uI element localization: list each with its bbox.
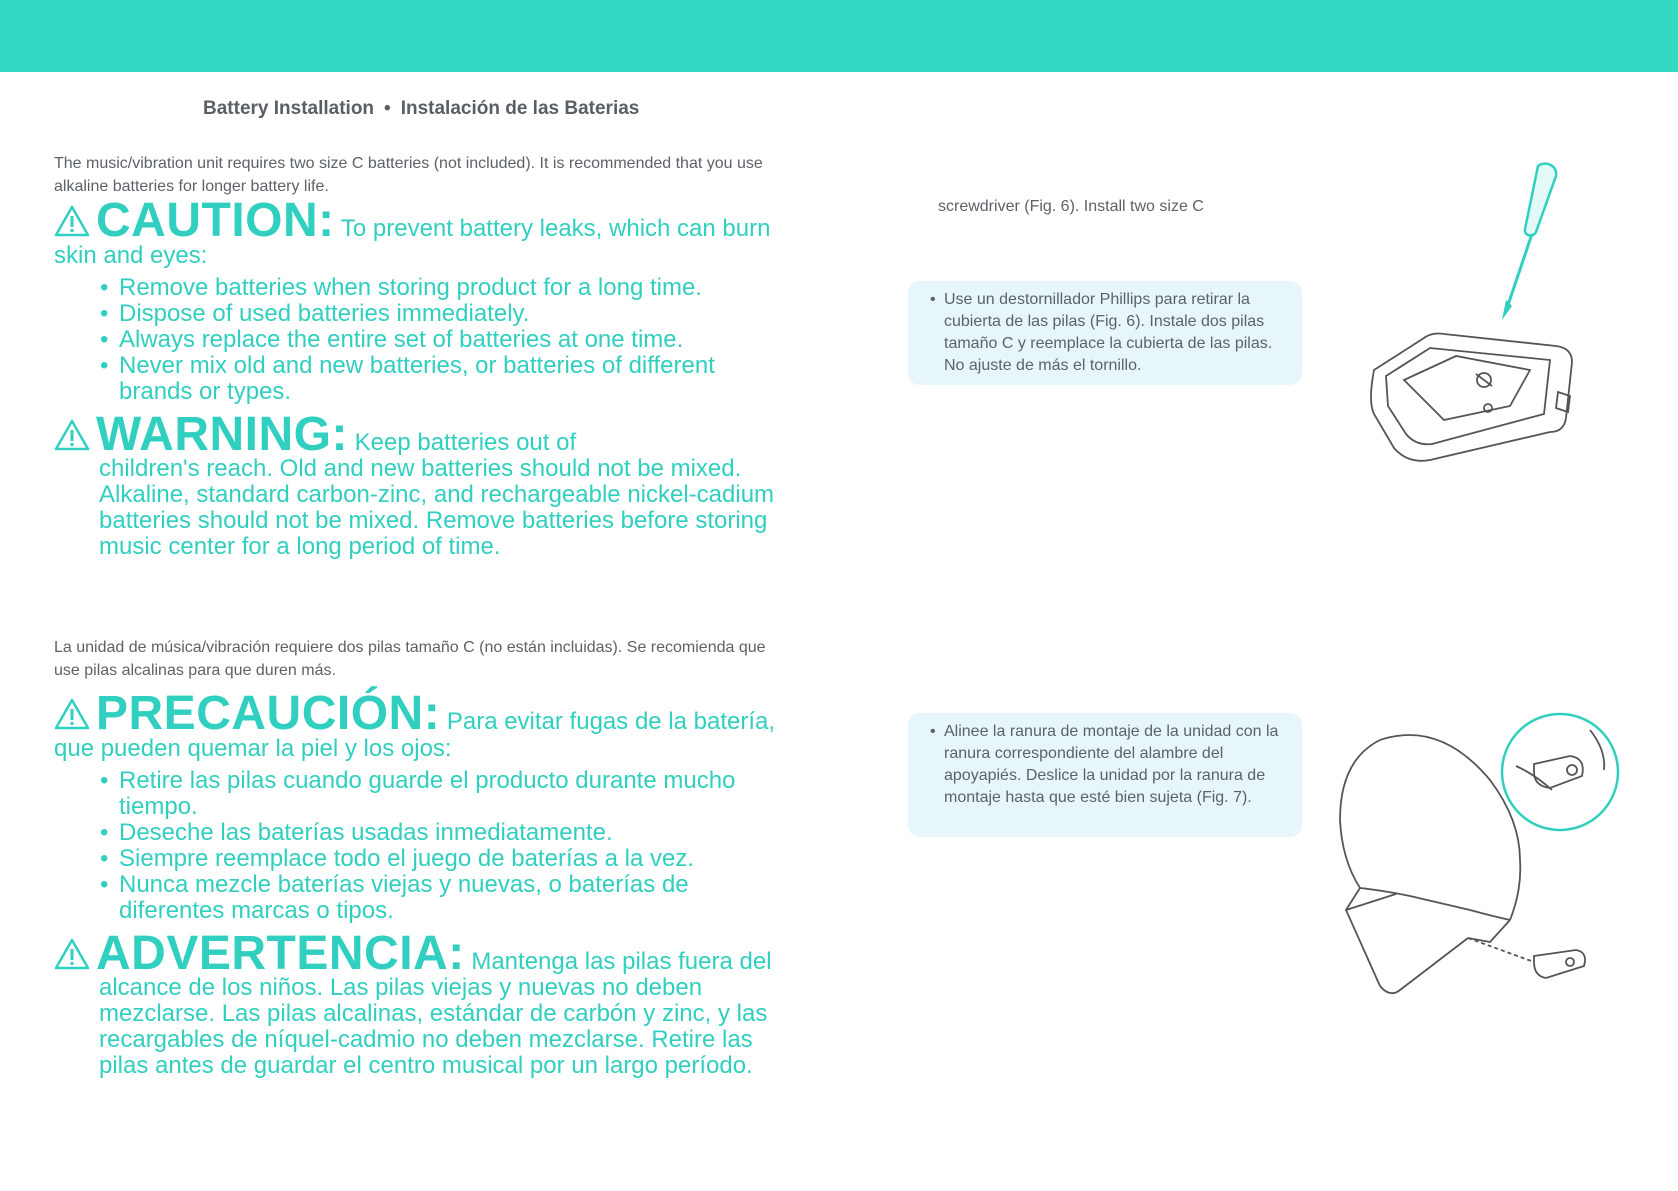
battery-unit-icon: [1371, 334, 1572, 461]
precaucion-item: • Retire las pilas cuando guarde el producto durante mucho tiempo.: [100, 768, 794, 820]
advertencia-lead: Mantenga las pilas fuera del: [464, 948, 772, 975]
warning-triangle-icon: [54, 204, 90, 238]
warning-body: children's reach. Old and new batteries should not be mixed. Alkaline, standard carbon-zinc, and rechargeable nickel-cadium batteries should not be mixed. Remove batteries before storing music center for a long period of time.: [99, 455, 775, 560]
caution-label: CAUTION:: [96, 194, 335, 247]
caution-list: [54, 275, 794, 405]
intro-spanish: La unidad de música/vibración requiere dos pilas tamaño C (no están incluidas). Se recomienda que use pilas alcalinas para que duren más.: [54, 639, 766, 679]
title-separator: •: [384, 98, 391, 119]
caution-item: • Always replace the entire set of batteries at one time.: [100, 327, 794, 353]
section-title: [203, 98, 639, 120]
fig6-note-text: Use un destornillador Phillips para retirar la cubierta de las pilas (Fig. 6). Instale dos pilas tamaño C y reemplace la cubierta de las pilas. No ajuste de más el tornillo.: [944, 291, 1273, 374]
caution-block-spanish: [54, 687, 794, 924]
warning-label: WARNING:: [96, 408, 348, 461]
caution-lead: To prevent battery leaks, which can burn skin and eyes:: [54, 215, 771, 269]
precaucion-item: • Siempre reemplace todo el juego de baterías a la vez.: [100, 846, 794, 872]
caution-item: • Dispose of used batteries immediately.: [100, 301, 794, 327]
warning-block-spanish: [54, 927, 794, 1079]
warning-heading: [54, 408, 794, 461]
caution-item: • Remove batteries when storing product for a long time.: [100, 275, 794, 301]
advertencia-heading: [54, 927, 794, 980]
fig6-battery-illustration: [1360, 160, 1620, 480]
caution-block-english: [54, 194, 794, 405]
caution-item: • Never mix old and new batteries, or batteries of different brands or types.: [100, 353, 794, 405]
warning-triangle-icon: [54, 937, 90, 971]
fig7-note-spanish: [908, 713, 1302, 837]
precaucion-lead: Para evitar fugas de la batería, que pueden quemar la piel y los ojos:: [54, 708, 776, 762]
warning-block-english: [54, 408, 794, 560]
warning-triangle-icon: [54, 418, 90, 452]
precaucion-list: [54, 768, 794, 924]
fig7-note-text: Alinee la ranura de montaje de la unidad con la ranura correspondiente del alambre del apoyapiés. Deslice la unidad por la ranura de montaje hasta que esté bien sujeta (Fig. 7).: [944, 723, 1279, 806]
precaucion-item: • Deseche las baterías usadas inmediatamente.: [100, 820, 794, 846]
header-bar: [0, 0, 1678, 72]
screwdriver-icon: [1502, 164, 1556, 320]
caution-heading: [54, 194, 794, 269]
fig6-text-english: screwdriver (Fig. 6). Install two size C: [938, 198, 1204, 215]
precaucion-heading: [54, 687, 794, 762]
note-bullet: •: [930, 723, 936, 740]
title-english: Battery Installation: [203, 98, 375, 119]
fig7-bouncer-illustration: [1320, 710, 1630, 1020]
zoom-inset-icon: [1502, 714, 1618, 830]
precaucion-item: • Nunca mezcle baterías viejas y nuevas, o baterías de diferentes marcas o tipos.: [100, 872, 794, 924]
advertencia-label: ADVERTENCIA:: [96, 927, 465, 980]
advertencia-body: alcance de los niños. Las pilas viejas y nuevas no deben mezclarse. Las pilas alcalinas, estándar de carbón y zinc, y las recargables de níquel-cadmio no deben mezclarse. Retire las pilas antes de guardar el centro musical por un largo período.: [99, 974, 768, 1079]
warning-lead: Keep batteries out of: [347, 429, 577, 456]
precaucion-label: PRECAUCIÓN:: [96, 687, 441, 740]
fig6-note-spanish: [908, 281, 1302, 385]
intro-english: The music/vibration unit requires two size C batteries (not included). It is recommended that you use alkaline batteries for longer battery life.: [54, 155, 763, 195]
title-spanish: Instalación de las Baterias: [400, 98, 640, 119]
warning-triangle-icon: [54, 697, 90, 731]
note-bullet: •: [930, 291, 936, 308]
